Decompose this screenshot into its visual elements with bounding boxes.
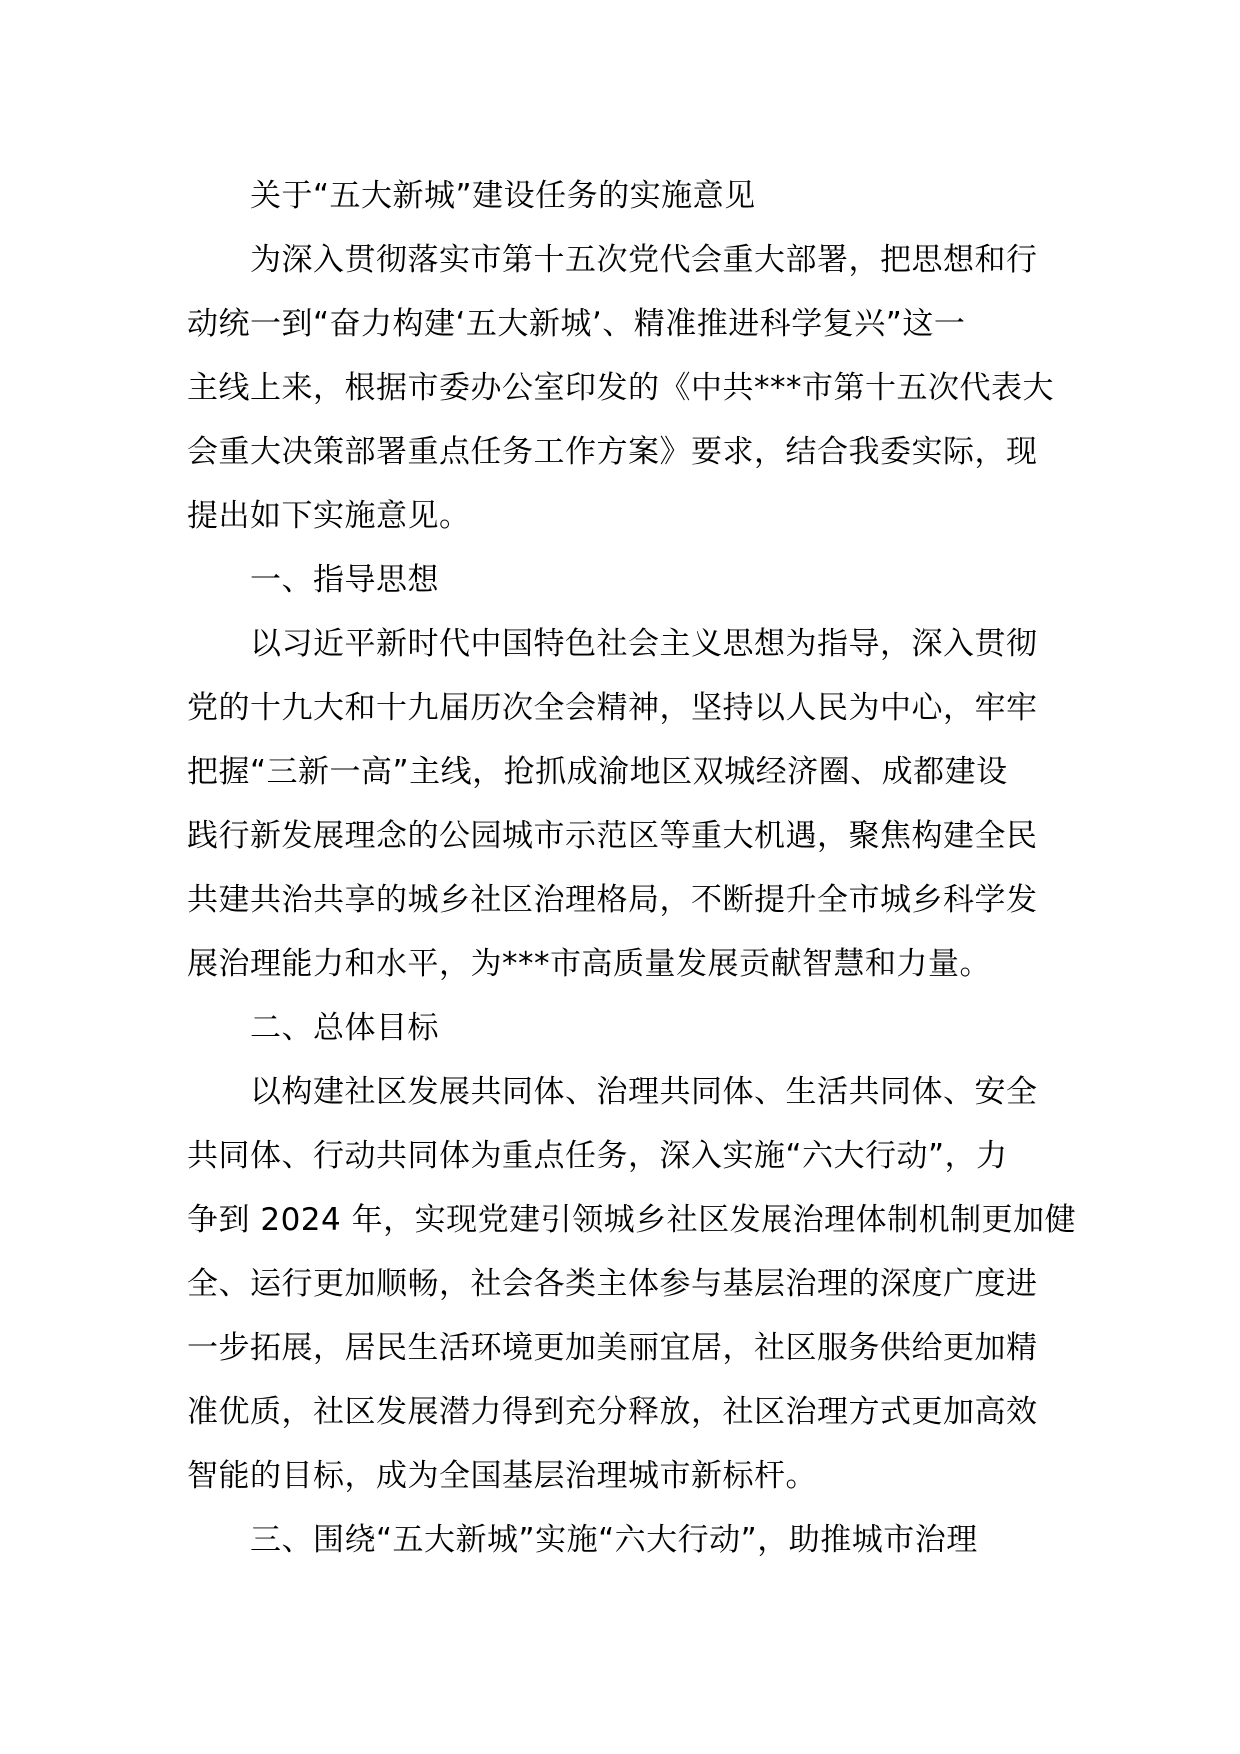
paragraph-intro-line-5: 提出如下实施意见。 (187, 498, 471, 534)
document-title: 关于“五大新城”建设任务的实施意见 (250, 178, 756, 214)
section-heading-1: 一、指导思想 (250, 562, 439, 598)
paragraph-guiding-line-2: 党的十九大和十九届历次全会精神，坚持以人民为中心，牢牢 (187, 690, 1038, 726)
paragraph-goals-line-1: 以构建社区发展共同体、治理共同体、生活共同体、安全 (250, 1074, 1038, 1110)
paragraph-intro-line-1: 为深入贯彻落实市第十五次党代会重大部署，把思想和行 (250, 242, 1038, 278)
paragraph-intro-line-2: 动统一到“奋力构建‘五大新城’、精准推进科学复兴”这一 (187, 306, 966, 342)
paragraph-goals-line-2: 共同体、行动共同体为重点任务，深入实施“六大行动”，力 (187, 1138, 1008, 1174)
paragraph-intro-line-4: 会重大决策部署重点任务工作方案》要求，结合我委实际，现 (187, 434, 1038, 470)
paragraph-guiding-line-6: 展治理能力和水平，为***市高质量发展贡献智慧和力量。 (187, 946, 991, 982)
paragraph-goals-line-6: 准优质，社区发展潜力得到充分释放，社区治理方式更加高效 (187, 1394, 1038, 1430)
paragraph-guiding-line-1: 以习近平新时代中国特色社会主义思想为指导，深入贯彻 (250, 626, 1038, 662)
paragraph-guiding-line-3: 把握“三新一高”主线，抢抓成渝地区双城经济圈、成都建设 (187, 754, 1008, 790)
paragraph-goals-line-7: 智能的目标，成为全国基层治理城市新标杆。 (187, 1458, 817, 1494)
paragraph-guiding-line-4: 践行新发展理念的公园城市示范区等重大机遇，聚焦构建全民 (187, 818, 1038, 854)
paragraph-goals-line-3: 争到 2024 年，实现党建引领城乡社区发展治理体制机制更加健 (187, 1202, 1077, 1238)
paragraph-goals-line-5: 一步拓展，居民生活环境更加美丽宜居，社区服务供给更加精 (187, 1330, 1038, 1366)
paragraph-goals-line-4: 全、运行更加顺畅，社会各类主体参与基层治理的深度广度进 (187, 1266, 1038, 1302)
section-heading-3: 三、围绕“五大新城”实施“六大行动”，助推城市治理 (250, 1522, 978, 1558)
section-heading-2: 二、总体目标 (250, 1010, 439, 1046)
paragraph-intro-line-3: 主线上来，根据市委办公室印发的《中共***市第十五次代表大 (187, 370, 1054, 406)
paragraph-guiding-line-5: 共建共治共享的城乡社区治理格局，不断提升全市城乡科学发 (187, 882, 1038, 918)
